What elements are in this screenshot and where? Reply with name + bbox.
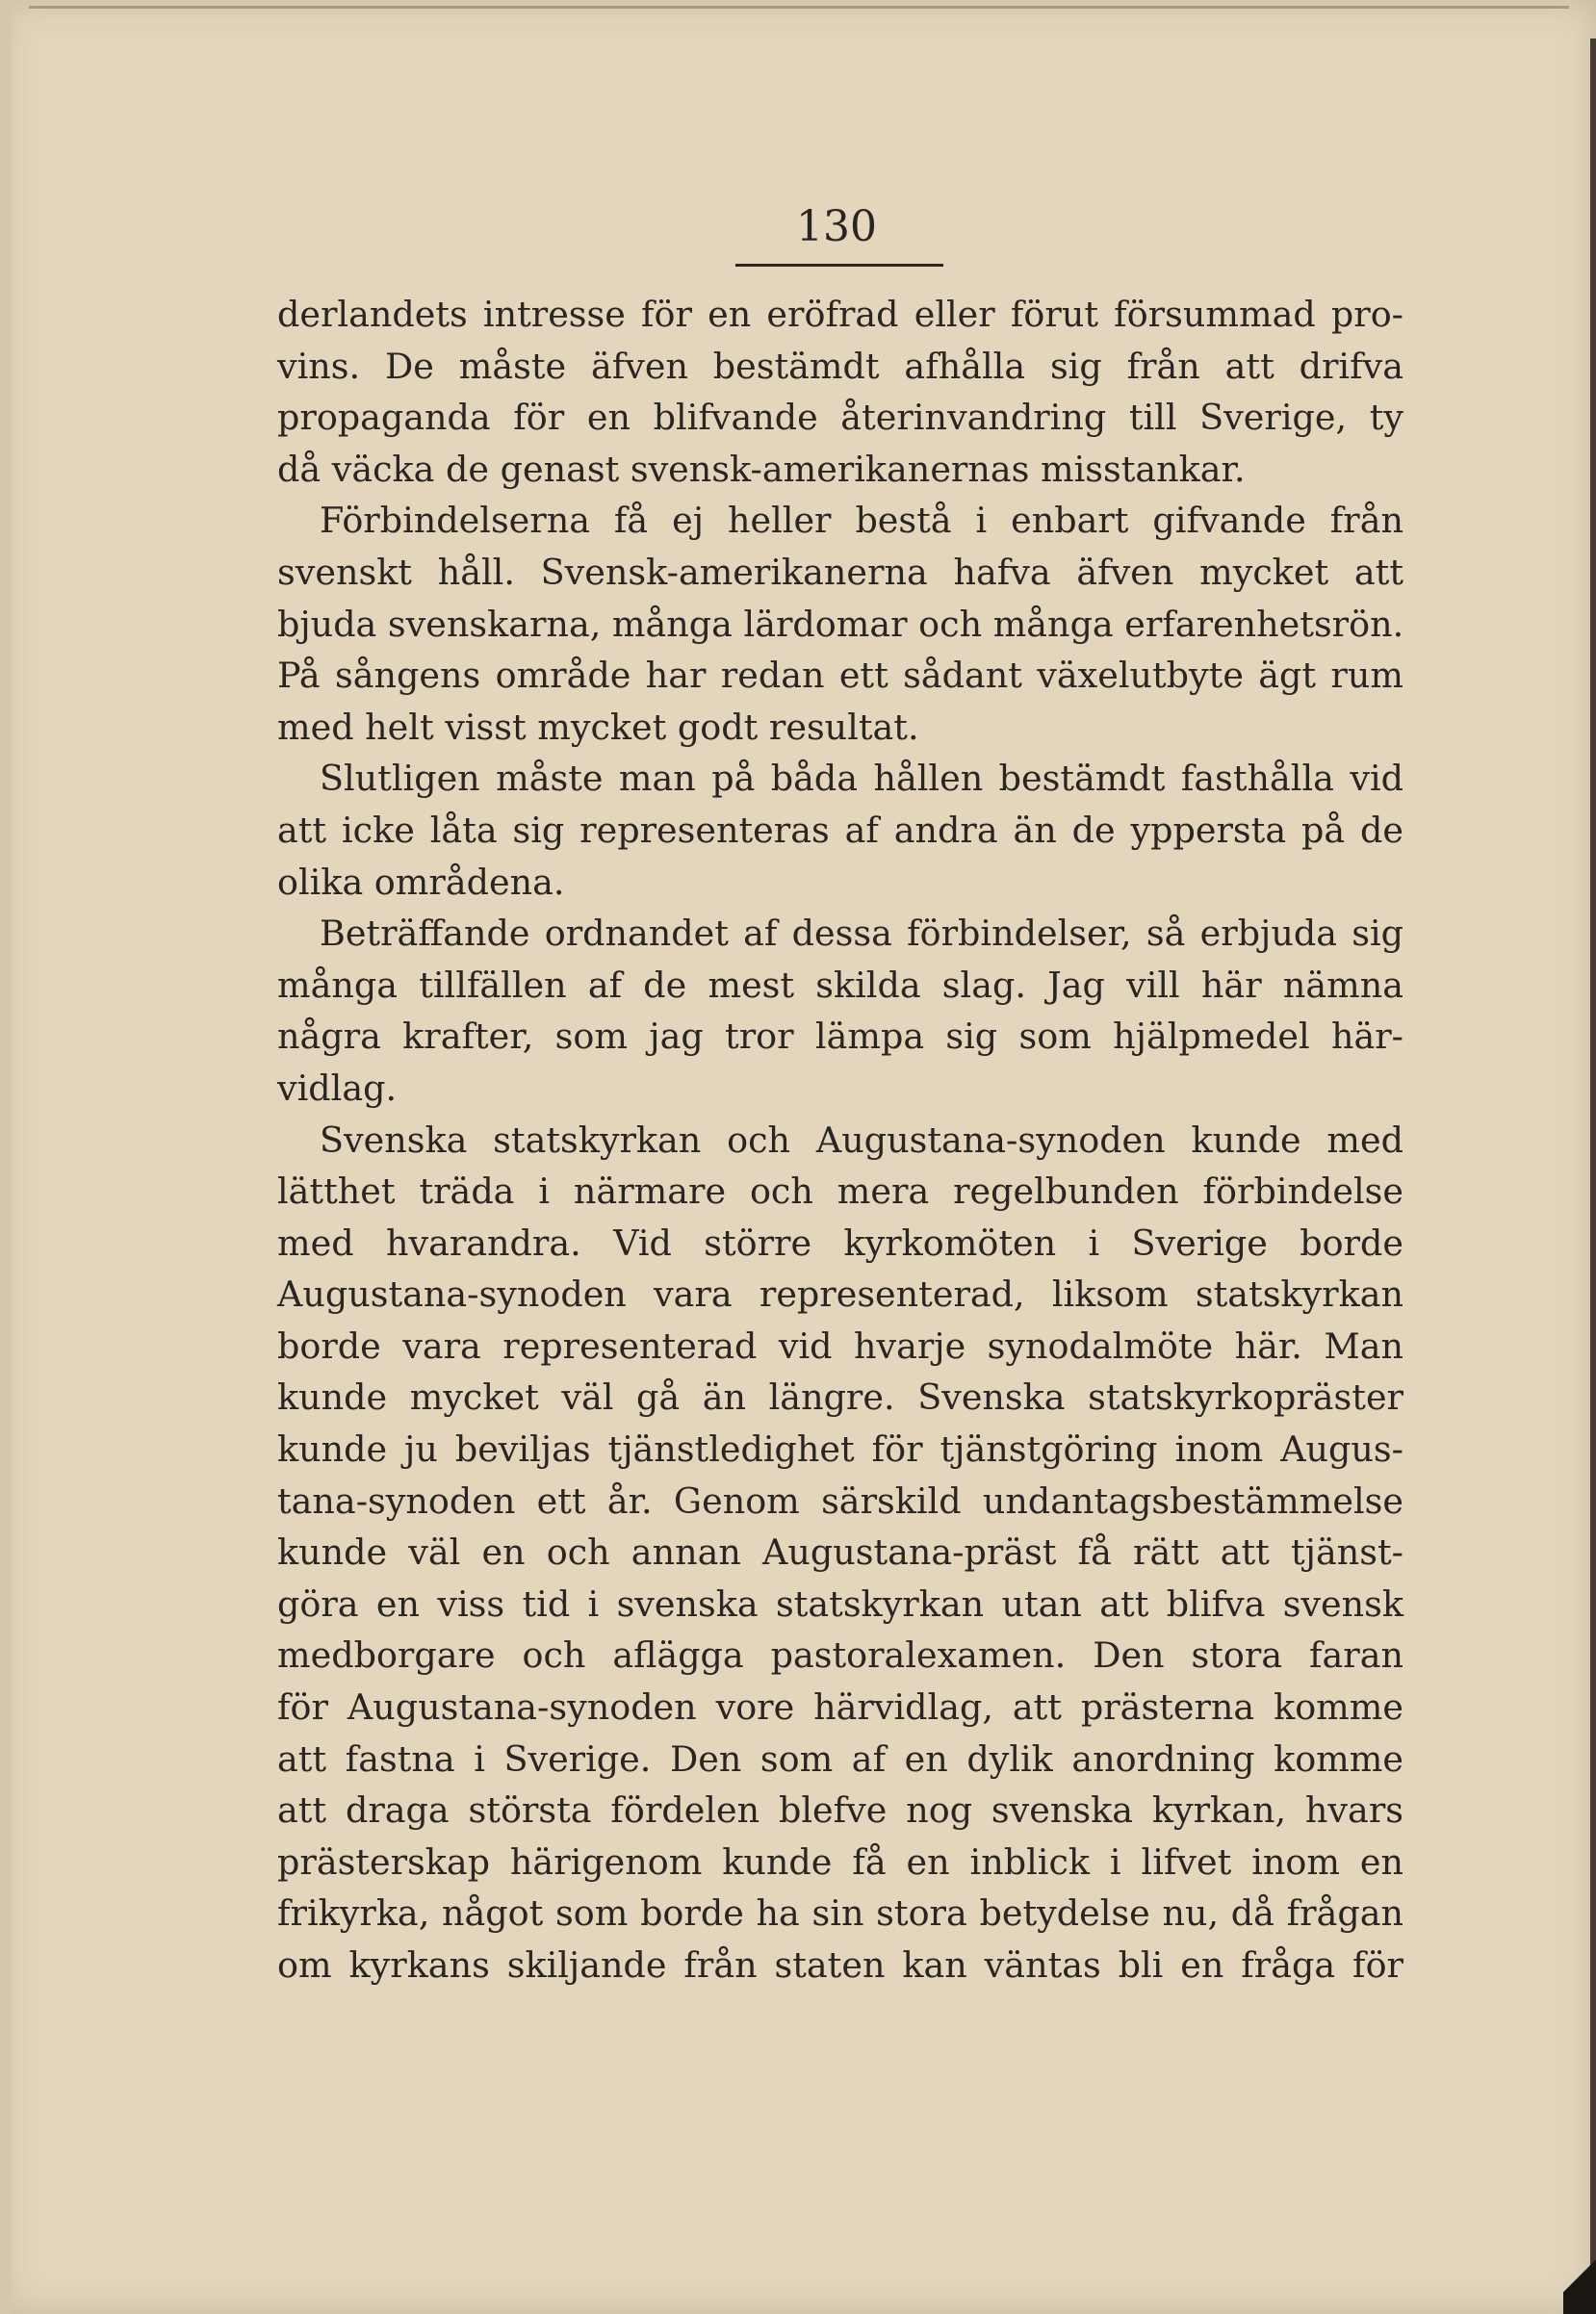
text-line: att fastna i Sverige. Den som af en dylik anordning komme (277, 1737, 1403, 1780)
text-line: Augustana-synoden vara representerad, liksom statskyrkan (277, 1273, 1403, 1316)
text-line: om kyrkans skiljande från staten kan väntas bli en fråga för (277, 1944, 1403, 1986)
page-right-edge (1590, 39, 1596, 2314)
text-line: vidlag. (277, 1067, 398, 1109)
text-line: medborgare och aflägga pastoralexamen. Den stora faran (277, 1634, 1403, 1677)
text-line: kunde mycket väl gå än längre. Svenska statskyrkopräster (277, 1376, 1403, 1419)
text-line: göra en viss tid i svenska statskyrkan utan att blifva svensk (277, 1582, 1403, 1625)
text-line: olika områdena. (277, 861, 565, 903)
text-line: med helt visst mycket godt resultat. (277, 706, 919, 748)
page-number-rule (735, 264, 943, 267)
text-line: På sångens område har redan ett sådant växelutbyte ägt rum (277, 655, 1403, 697)
text-line: borde vara representerad vid hvarje synodalmöte här. Man (277, 1324, 1403, 1367)
text-line: kunde ju beviljas tjänstledighet för tjänstgöring inom Augus- (277, 1428, 1403, 1471)
text-line: derlandets intresse för en eröfrad eller förut försummad pro- (277, 294, 1403, 335)
page-left-edge (0, 0, 12, 2314)
text-line: svenskt håll. Svensk-amerikanerna hafva äfven mycket att (277, 551, 1403, 593)
text-line: kunde väl en och annan Augustana-präst få rätt att tjänst- (277, 1531, 1403, 1574)
text-line: bjuda svenskarna, många lärdomar och många erfarenhetsrön. (277, 603, 1404, 645)
text-line: Slutligen måste man på båda hållen bestämdt fasthålla vid (320, 758, 1403, 800)
text-line: propaganda för en blifvande återinvandring till Sverige, ty (277, 397, 1403, 439)
text-line: Förbindelserna få ej heller bestå i enbart gifvande från (320, 500, 1403, 542)
text-line: att icke låta sig representeras af andra än de yppersta på de (277, 809, 1403, 851)
text-line: några krafter, som jag tror lämpa sig som hjälpmedel här- (277, 1016, 1403, 1058)
page-top-edge (29, 6, 1569, 9)
text-line: med hvarandra. Vid större kyrkomöten i Sverige borde (277, 1221, 1403, 1264)
text-line: lätthet träda i närmare och mera regelbunden förbindelse (277, 1170, 1403, 1213)
text-line: många tillfällen af de mest skilda slag. Jag vill här nämna (277, 964, 1403, 1006)
text-line: prästerskap härigenom kunde få en inblick i lifvet inom en (277, 1840, 1403, 1883)
text-line: att draga största fördelen blefve nog svenska kyrkan, hvars (277, 1789, 1403, 1832)
text-line: för Augustana-synoden vore härvidlag, att prästerna komme (277, 1686, 1403, 1729)
text-line: frikyrka, något som borde ha sin stora betydelse nu, då frågan (277, 1892, 1403, 1935)
text-line: Svenska statskyrkan och Augustana-synoden kunde med (320, 1118, 1403, 1161)
text-line: Beträffande ordnandet af dessa förbindelser, så erbjuda sig (320, 913, 1403, 955)
text-line: då väcka de genast svensk-amerikanernas misstankar. (277, 448, 1246, 490)
page-corner-shadow (1563, 2247, 1596, 2314)
text-line: tana-synoden ett år. Genom särskild undantagsbestämmelse (277, 1479, 1403, 1522)
page-number: 130 (796, 202, 877, 251)
body-text (277, 289, 1403, 1992)
text-line: vins. De måste äfven bestämdt afhålla sig från att drifva (277, 345, 1403, 387)
